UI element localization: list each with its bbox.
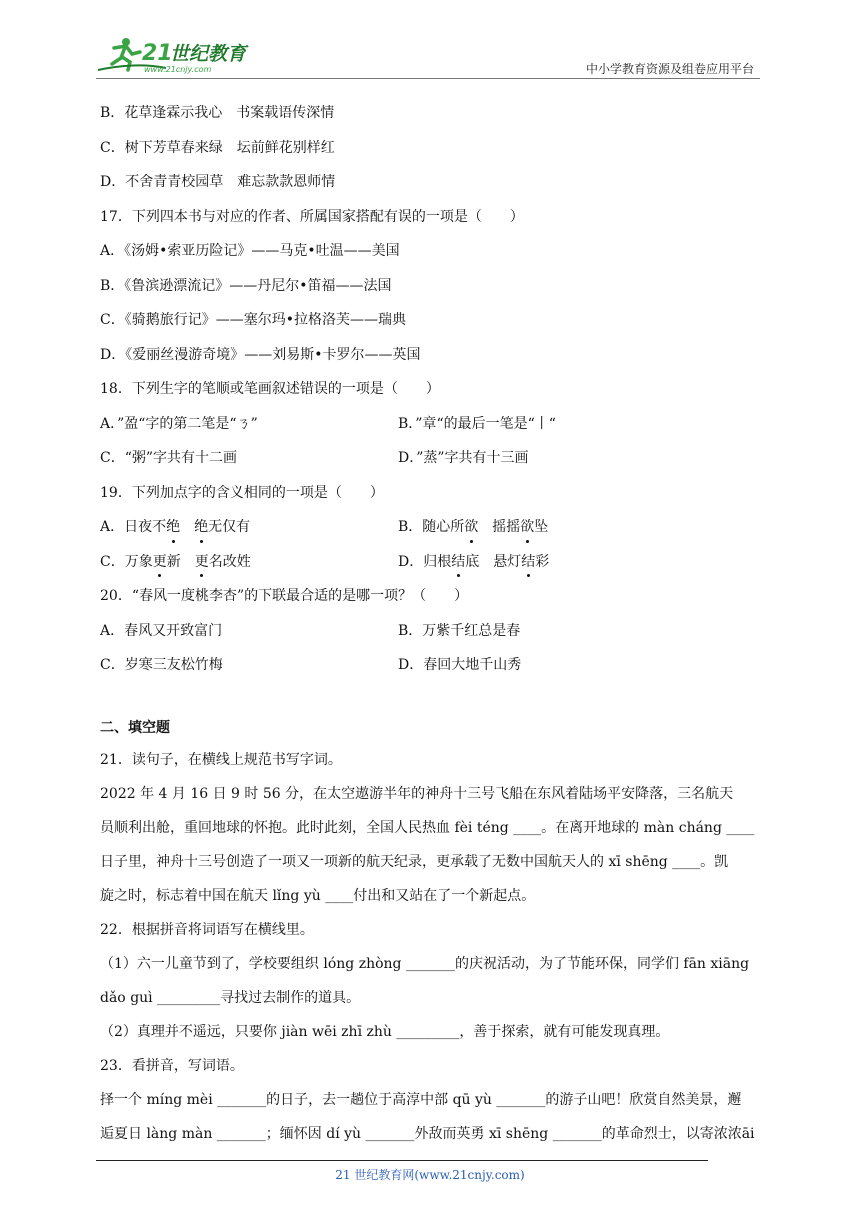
q16-option-d: D．不舍青青校园草 难忘款款恩师情 [100,174,336,190]
q20-stem: 20．“春风一度桃李杏”的下联最合适的是哪一项？（ ） [100,588,469,604]
exam-content [100,96,762,1151]
header-divider [96,78,760,79]
q19-option-a: A．日夜不绝 绝无仅有 [100,510,398,545]
dotted-char: 结 [521,545,535,580]
section-title-fill-in: 二、填空题 [100,719,170,736]
q17-option-d: D．《爱丽丝漫游奇境》——刘易斯•卡罗尔——英国 [100,346,421,363]
q19-option-d: D．归根结底 悬灯结彩 [398,545,696,580]
q18-option-b: B．”章“的最后一笔是“丨“ [398,415,556,432]
svg-text:www.21cnjy.com: www.21cnjy.com [144,65,212,74]
dotted-char: 欲 [520,510,534,545]
q19-stem: 19．下列加点字的含义相同的一项是（ ） [100,484,384,501]
q17-stem: 17．下列四本书与对应的作者、所属国家搭配有误的一项是（ ） [100,208,524,225]
dotted-char: 绝 [194,510,208,545]
q19-option-c: C．万象更新 更名改姓 [100,545,398,580]
footer-link[interactable]: 21 世纪教育网(www.21cnjy.com) [335,1168,525,1182]
dotted-char: 更 [153,545,167,580]
q22-text-line-3: （2）真理并不遥远，只要你 jiàn wēi zhī zhù _________，善于探索，就有可能发现真理。 [100,1023,670,1040]
q22-text-line-2: dǎo guì _________寻找过去制作的道具。 [100,989,361,1006]
q20-option-d: D．春回大地千山秀 [398,657,522,673]
q22-text-line-1: （1）六一儿童节到了，学校要组织 lóng zhòng _______的庆祝活动，为了节能环保，同学们 fān xiāng [100,955,750,972]
q23-text-line-1: 择一个 míng mèi _______的日子，去一趟位于高淳中部 qū yù _______的游子山吧！欣赏自然美景，邂 [100,1091,742,1108]
q21-stem: 21．读句子，在横线上规范书写字词。 [100,751,342,768]
svg-text:世纪教育: 世纪教育 [170,43,247,65]
q20-option-a: A．春风又开致富门 [100,622,223,639]
q16-option-c: C．树下芳草春来绿 坛前鲜花别样红 [100,139,335,156]
runner-logo-icon [96,34,261,76]
q21-text-line-1: 2022 年 4 月 16 日 9 时 56 分，在太空遨游半年的神舟十三号飞船在东风着陆场平安降落，三名航天 [100,785,734,802]
q20-options-row-2 [100,648,762,683]
dotted-char: 欲 [464,510,478,545]
svg-text:21: 21 [142,41,173,66]
dotted-char: 更 [195,545,209,580]
q21-text-line-3: 日子里，神舟十三号创造了一项又一项新的航天纪录，更承载了无数中国航天人的 xī shēng ____。凯 [100,853,729,870]
q18-stem: 18．下列生字的笔顺或笔画叙述错误的一项是（ ） [100,381,440,397]
page-header [96,34,760,80]
q22-stem: 22．根据拼音将词语写在横线里。 [100,921,314,938]
q18-option-c: C．“粥”字共有十二画 [100,450,238,466]
q23-stem: 23．看拼音，写词语。 [100,1057,244,1074]
q19-options-row-2 [100,545,762,580]
q18-option-d: D．”蒸”字共有十三画 [398,450,529,466]
footer-divider [96,1160,708,1161]
q20-option-c: C．岁寒三友松竹梅 [100,657,223,673]
q16-option-b: B．花草逢霖示我心 书案载语传深情 [100,105,335,121]
platform-name: 中小学教育资源及组卷应用平台 [585,62,754,76]
q18-options-row-2 [100,441,762,476]
q20-option-b: B．万紫千红总是春 [398,622,521,639]
q17-option-b: B．《鲁滨逊漂流记》——丹尼尔•笛福——法国 [100,277,392,294]
q23-text-line-2: 逅夏日 làng màn _______；缅怀因 dí yù _______外敌而英勇 xī shēng _______的革命烈士，以寄浓浓āi [100,1125,755,1142]
dotted-char: 绝 [166,510,180,545]
q21-text-line-4: 旋之时，标志着中国在航天 lǐng yù ____付出和又站在了一个新起点。 [100,887,536,904]
q19-options-row-1 [100,510,762,545]
site-logo[interactable] [96,34,261,76]
q18-options-row-1 [100,407,762,442]
q17-option-a: A．《汤姆•索亚历险记》——马克•吐温——美国 [100,243,400,259]
q17-option-c: C．《骑鹅旅行记》——塞尔玛•拉格洛芙——瑞典 [100,312,406,328]
q18-option-a: A．”盈“字的第二笔是“ㄋ” [100,415,258,432]
q20-options-row-1 [100,614,762,649]
q21-text-line-2: 员顺利出舱，重回地球的怀抱。此时此刻，全国人民热血 fèi téng ____。在离开地球的 màn cháng ____ [100,819,755,836]
dotted-char: 结 [451,545,465,580]
q19-option-b: B．随心所欲 摇摇欲坠 [398,510,696,545]
